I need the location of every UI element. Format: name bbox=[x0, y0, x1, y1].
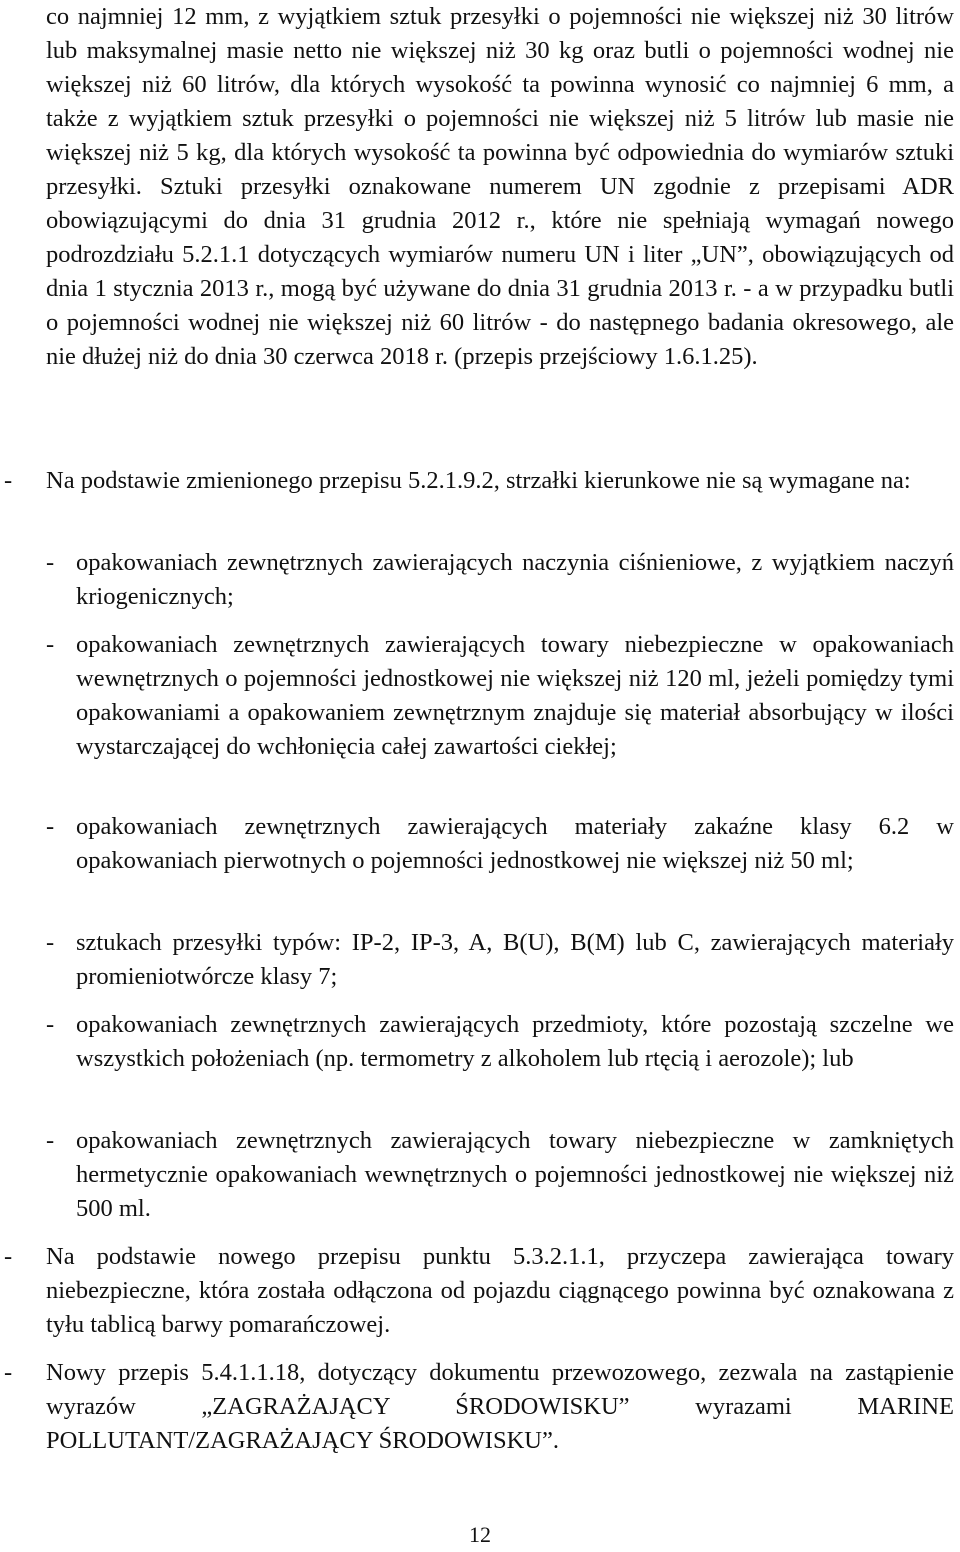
sub-dash: - bbox=[46, 813, 55, 840]
bullet-text: Nowy przepis 5.4.1.1.18, dotyczący dokumentu przewozowego, zezwala na zastąpienie wyrazów „ZAGRAŻAJĄCY ŚRODOWISKU” wyrazami MARINE POLLUTANT/ZAGRAŻAJĄCY ŚRODOWISKU”. bbox=[46, 1359, 954, 1454]
sub-dash: - bbox=[46, 549, 55, 576]
sub-dash: - bbox=[46, 1011, 55, 1038]
sub-list-item bbox=[46, 628, 954, 764]
bullet-dash: - bbox=[4, 1359, 13, 1386]
sub-dash: - bbox=[46, 929, 55, 956]
sub-item-text: opakowaniach zewnętrznych zawierających naczynia ciśnieniowe, z wyjątkiem naczyń kriogenicznych; bbox=[76, 549, 954, 610]
sub-list-item bbox=[46, 1008, 954, 1076]
sub-item-text: opakowaniach zewnętrznych zawierających materiały zakaźne klasy 6.2 w opakowaniach pierwotnych o pojemności jednostkowej nie większej niż 50 ml; bbox=[76, 813, 954, 874]
bullet-text: Na podstawie nowego przepisu punktu 5.3.2.1.1, przyczepa zawierająca towary niebezpieczne, która została odłączona od pojazdu ciągnącego powinna być oznakowana z tyłu tablicą barwy pomarańczowej. bbox=[46, 1243, 954, 1338]
bullet-dash: - bbox=[4, 467, 13, 494]
sub-item-text: opakowaniach zewnętrznych zawierających towary niebezpieczne w zamkniętych hermetycznie opakowaniach wewnętrznych o pojemności jednostkowej nie większej niż 500 ml. bbox=[76, 1127, 954, 1222]
sub-dash: - bbox=[46, 631, 55, 658]
bullet-item bbox=[0, 1356, 954, 1458]
sub-item-text: opakowaniach zewnętrznych zawierających przedmioty, które pozostają szczelne we wszystkich położeniach (np. termometry z alkoholem lub rtęcią i aerozole); lub bbox=[76, 1011, 954, 1072]
sub-list-item bbox=[46, 810, 954, 878]
sub-item-text: sztukach przesyłki typów: IP-2, IP-3, A, B(U), B(M) lub C, zawierających materiały promieniotwórcze klasy 7; bbox=[76, 929, 954, 990]
bullet-text: Na podstawie zmienionego przepisu 5.2.1.9.2, strzałki kierunkowe nie są wymagane na: bbox=[46, 467, 911, 494]
sub-list-item bbox=[46, 546, 954, 614]
sub-dash: - bbox=[46, 1127, 55, 1154]
bullet-item bbox=[0, 1240, 954, 1342]
sub-list-item bbox=[46, 926, 954, 994]
bullet-item bbox=[0, 464, 954, 498]
bullet-dash: - bbox=[4, 1243, 13, 1270]
continuation-paragraph: co najmniej 12 mm, z wyjątkiem sztuk przesyłki o pojemności nie większej niż 30 litrów lub maksymalnej masie netto nie większej niż 30 kg oraz butli o pojemności wodnej nie większej niż 60 litrów, dla których wysokość ta powinna wynosić co najmniej 6 mm, a także z wyjątkiem sztuk przesyłki o pojemności nie większej niż 5 litrów lub masie nie większej niż 5 kg, dla których wysokość ta powinna być odpowiednia do wymiarów sztuki przesyłki. Sztuki przesyłki oznakowane numerem UN zgodnie z przepisami ADR obowiązującymi do dnia 31 grudnia 2012 r., które nie spełniają wymagań nowego podrozdziału 5.2.1.1 dotyczących wymiarów numeru UN i liter „UN”, obowiązujących od dnia 1 stycznia 2013 r., mogą być używane do dnia 31 grudnia 2013 r. - a w przypadku butli o pojemności wodnej nie większej niż 60 litrów - do następnego badania okresowego, ale nie dłużej niż do dnia 30 czerwca 2018 r. (przepis przejściowy 1.6.1.25). bbox=[46, 3, 954, 370]
sub-list-item bbox=[46, 1124, 954, 1226]
sub-item-text: opakowaniach zewnętrznych zawierających towary niebezpieczne w opakowaniach wewnętrznych o pojemności jednostkowej nie większej niż 120 ml, jeżeli pomiędzy tymi opakowaniami a opakowaniem zewnętrznym znajduje się materiał absorbujący w ilości wystarczającej do wchłonięcia całej zawartości ciekłej; bbox=[76, 631, 954, 760]
page-number: 12 bbox=[469, 1522, 491, 1547]
